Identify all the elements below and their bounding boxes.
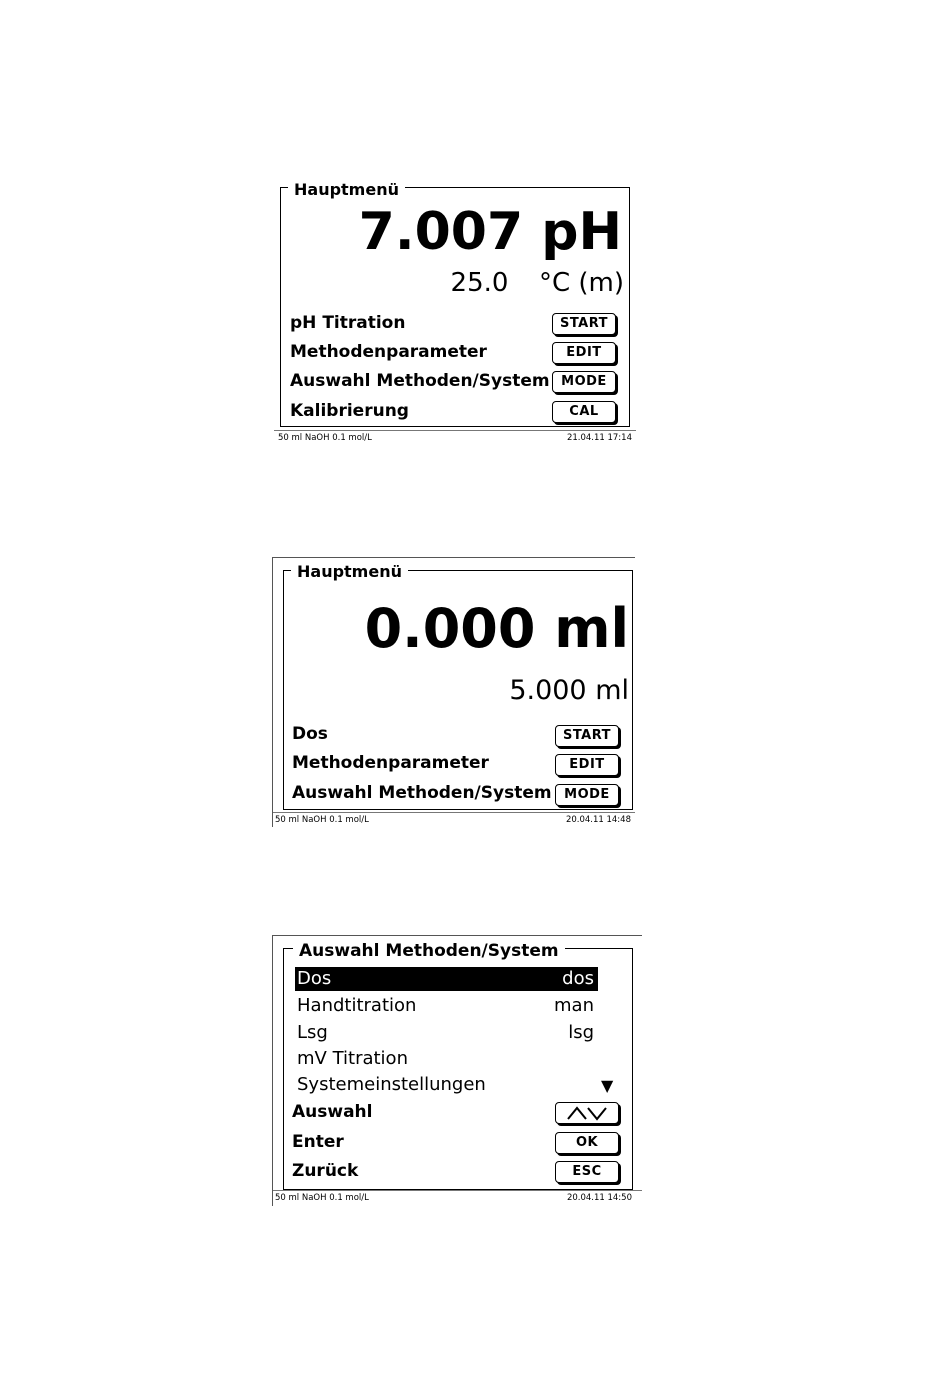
up-down-arrows-icon	[565, 1104, 609, 1122]
edit-button[interactable]: EDIT	[555, 754, 619, 776]
screen-main-menu-ph	[274, 180, 636, 446]
list-item-lsg[interactable]	[295, 1021, 598, 1045]
dosed-volume: 0.000 ml	[364, 597, 629, 660]
timestamp: 20.04.11 14:48	[565, 815, 631, 825]
ph-reading: 7.007 pH	[358, 202, 622, 262]
screen-method-selection	[272, 935, 642, 1206]
row-label-ph-titration: pH Titration	[290, 313, 406, 333]
row-label-zurueck: Zurück	[292, 1161, 359, 1181]
list-item-code: dos	[562, 968, 594, 989]
temperature-reading	[451, 270, 624, 296]
reagent-info: 50 ml NaOH 0.1 mol/L	[275, 815, 369, 825]
temperature-unit: °C (m)	[538, 268, 624, 298]
cal-button[interactable]: CAL	[552, 401, 616, 423]
reagent-info: 50 ml NaOH 0.1 mol/L	[275, 1193, 369, 1203]
list-item-label: mV Titration	[297, 1048, 408, 1069]
list-item-code: lsg	[568, 1022, 594, 1043]
row-label-method-system: Auswahl Methoden/System	[292, 783, 552, 803]
down-triangle-icon: ▼	[601, 1076, 614, 1095]
up-down-button[interactable]	[555, 1102, 619, 1124]
page-title: Hauptmenü	[291, 563, 408, 581]
list-item-mv-titration[interactable]	[295, 1047, 598, 1071]
ok-button[interactable]: OK	[555, 1132, 619, 1154]
row-label-method-params: Methodenparameter	[292, 753, 489, 773]
start-button[interactable]: START	[552, 313, 616, 335]
row-label-enter: Enter	[292, 1132, 344, 1152]
list-item-label: Handtitration	[297, 995, 417, 1016]
mode-button[interactable]: MODE	[552, 371, 616, 393]
row-label-dos: Dos	[292, 724, 328, 744]
list-item-label: Systemeinstellungen	[297, 1074, 486, 1095]
target-volume: 5.000 ml	[509, 675, 629, 706]
edit-button[interactable]: EDIT	[552, 342, 616, 364]
page-title: Auswahl Methoden/System	[293, 942, 565, 960]
status-bar	[273, 812, 635, 827]
esc-button[interactable]: ESC	[555, 1161, 619, 1183]
row-label-calibration: Kalibrierung	[290, 401, 409, 421]
timestamp: 20.04.11 14:50	[566, 1193, 632, 1203]
page-title: Hauptmenü	[288, 181, 405, 199]
status-bar	[274, 430, 636, 445]
row-label-method-params: Methodenparameter	[290, 342, 487, 362]
row-label-method-system: Auswahl Methoden/System	[290, 371, 550, 391]
start-button[interactable]: START	[555, 725, 619, 747]
list-item-dos[interactable]	[295, 967, 598, 991]
timestamp: 21.04.11 17:14	[566, 433, 632, 443]
list-item-handtitration[interactable]	[295, 994, 598, 1018]
temperature-value: 25.0	[450, 268, 509, 298]
status-bar	[273, 1190, 642, 1205]
list-item-code: man	[554, 995, 594, 1016]
screen-main-menu-dosing	[272, 557, 635, 827]
reagent-info: 50 ml NaOH 0.1 mol/L	[278, 433, 372, 443]
list-item-label: Lsg	[297, 1022, 328, 1043]
list-item-system-settings[interactable]	[295, 1073, 598, 1097]
mode-button[interactable]: MODE	[555, 784, 619, 806]
list-item-label: Dos	[297, 968, 332, 989]
row-label-auswahl: Auswahl	[292, 1102, 373, 1122]
